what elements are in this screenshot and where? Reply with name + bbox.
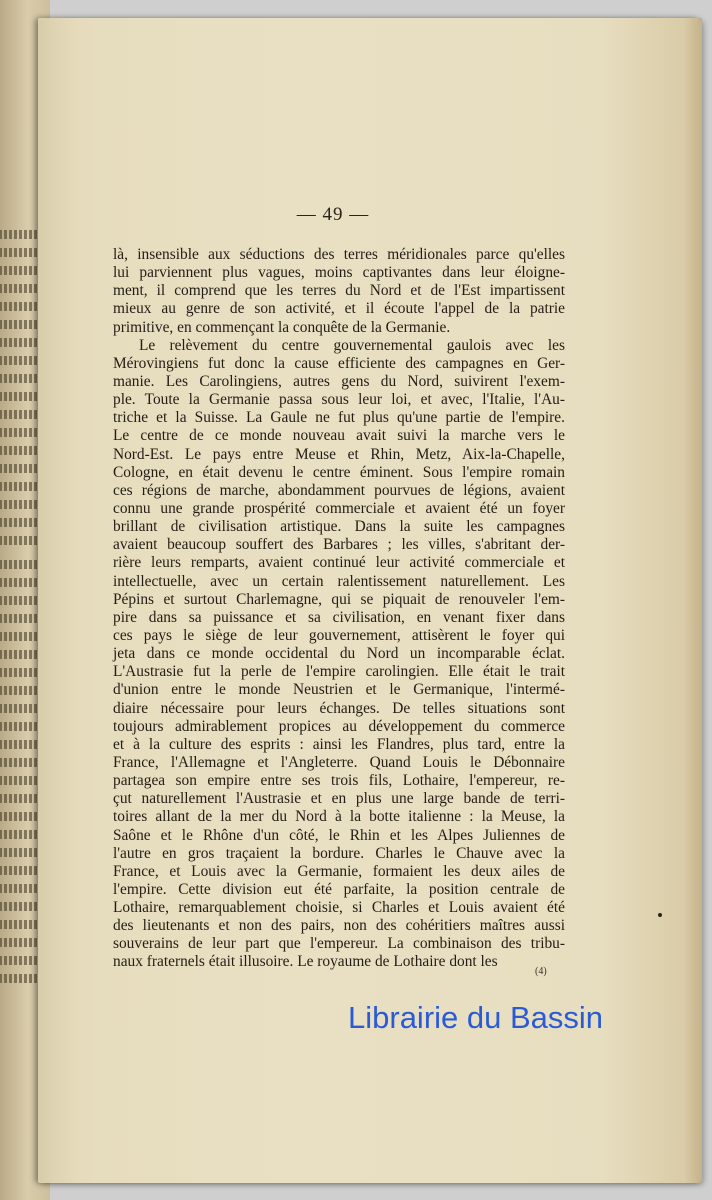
facing-page-text-fragment	[0, 428, 40, 437]
facing-page-text-fragment	[0, 536, 40, 545]
facing-page-text-fragment	[0, 266, 40, 275]
facing-page-text-fragment	[0, 302, 40, 311]
facing-page-text-fragment	[0, 356, 40, 365]
facing-page-text-fragment	[0, 632, 40, 641]
facing-page-text-fragment	[0, 866, 40, 875]
facing-page-text-fragment	[0, 578, 40, 587]
text-line: manie. Les Carolingiens, autres gens du Nord, suivirent l'exem-	[113, 372, 565, 390]
facing-page-text-fragment	[0, 518, 40, 527]
text-line: l'empire. Cette division eut été parfaite, la position centrale de	[113, 880, 565, 898]
text-line: toujours admirablement propices au développement du commerce	[113, 717, 565, 735]
watermark: Librairie du Bassin	[348, 1000, 604, 1035]
facing-page-text-fragment	[0, 374, 40, 383]
text-line: France, et Louis avec la Germanie, formaient les deux ailes de	[113, 862, 565, 880]
text-line: partagea son empire entre ses trois fils, Lothaire, l'empereur, re-	[113, 772, 565, 790]
text-line: Le centre de ce monde nouveau avait suivi la marche vers le	[113, 427, 565, 445]
text-line: Nord-Est. Le pays entre Meuse et Rhin, Metz, Aix-la-Chapelle,	[113, 445, 565, 463]
facing-page-text-fragment	[0, 596, 40, 605]
facing-page-text-fragment	[0, 668, 40, 677]
text-line: Pépins et surtout Charlemagne, qui se piquait de renouveler l'em-	[113, 590, 565, 608]
text-line: Le relèvement du centre gouvernemental gaulois avec les	[139, 336, 565, 354]
facing-page-text-fragment	[0, 320, 40, 329]
text-line: ces pays le siège de leur gouvernement, attisèrent le foyer qui	[113, 626, 565, 644]
text-line: rière leurs remparts, avaient continué leur activité commerciale et	[113, 554, 565, 572]
text-line: pire dans sa puissance et sa civilisation, en venant fixer dans	[113, 608, 565, 626]
facing-page-text-fragment	[0, 956, 40, 965]
facing-page-text-fragment	[0, 230, 40, 239]
facing-page-text-fragment	[0, 830, 40, 839]
text-line: ple. Toute la Germanie passa sous leur loi, et avec, l'Italie, l'Au-	[113, 391, 565, 409]
facing-page-text-fragment	[0, 920, 40, 929]
facing-page-text-fragment	[0, 776, 40, 785]
text-line: triche et la Suisse. La Gaule ne fut plus qu'une partie de l'empire.	[113, 409, 565, 427]
text-line: France, l'Allemagne et l'Angleterre. Quand Louis le Débonnaire	[113, 753, 565, 771]
facing-page-text-fragment	[0, 884, 40, 893]
facing-page-text-fragment	[0, 812, 40, 821]
text-line: l'autre en gros traçaient la bordure. Charles le Chauve avec la	[113, 844, 565, 862]
text-line: avaient beaucoup souffert des Barbares ; les villes, s'abritant der-	[113, 536, 565, 554]
facing-page-text-fragment	[0, 650, 40, 659]
facing-page-text-fragment	[0, 446, 40, 455]
text-line: Saône et le Rhône d'un côté, le Rhin et les Alpes Juliennes de	[113, 826, 565, 844]
text-line: d'union entre le monde Neustrien et le Germanique, l'intermé-	[113, 681, 565, 699]
text-line: Lothaire, remarquablement choisie, si Charles et Louis avaient été	[113, 899, 565, 917]
body-text	[113, 246, 565, 972]
facing-page-text-fragment	[0, 614, 40, 623]
facing-page-text-fragment	[0, 410, 40, 419]
facing-page-text-fragment	[0, 794, 40, 803]
text-line: là, insensible aux séductions des terres méridionales parce qu'elles	[113, 246, 565, 263]
facing-page-text-fragment	[0, 500, 40, 509]
facing-page-text-fragment	[0, 758, 40, 767]
facing-page-text-fragment	[0, 392, 40, 401]
text-line: mieux au genre de son activité, et il écoute l'appel de la patrie	[113, 300, 565, 318]
facing-page-text-fragment	[0, 482, 40, 491]
text-line: L'Austrasie fut la perle de l'empire carolingien. Elle était le trait	[113, 663, 565, 681]
text-line: Mérovingiens fut donc la cause efficiente des campagnes en Ger-	[113, 354, 565, 372]
text-line: ces régions de marche, abondamment pourvues de légions, avaient	[113, 481, 565, 499]
signature-mark: (4)	[535, 966, 547, 977]
text-line: et à la culture des esprits : ainsi les Flandres, plus tard, entre la	[113, 735, 565, 753]
facing-page-text-fragment	[0, 902, 40, 911]
text-line: brillant de civilisation artistique. Dans la suite les campagnes	[113, 518, 565, 536]
text-line: Cologne, en était devenu le centre éminent. Sous l'empire romain	[113, 463, 565, 481]
facing-page-text-fragment	[0, 740, 40, 749]
facing-page-text-fragment	[0, 284, 40, 293]
text-line: jeta dans ce monde occidental du Nord un incomparable éclat.	[113, 645, 565, 663]
facing-page-text-fragment	[0, 704, 40, 713]
text-line: çut naturellement l'Austrasie et en plus une large bande de terri-	[113, 790, 565, 808]
facing-page-text-fragment	[0, 722, 40, 731]
facing-page-text-fragment	[0, 938, 40, 947]
text-line: souverains de leur part que l'empereur. La combinaison des tribu-	[113, 935, 565, 953]
text-line: intellectuelle, avec un certain ralentissement naturellement. Les	[113, 572, 565, 590]
ink-spot	[658, 913, 662, 917]
text-line: toires allant de la mer du Nord à la botte italienne : la Meuse, la	[113, 808, 565, 826]
facing-page-text-fragment	[0, 464, 40, 473]
facing-page-text-fragment	[0, 686, 40, 695]
text-line: ment, il comprend que les terres du Nord et de l'Est impartissent	[113, 282, 565, 300]
page-number: — 49 —	[296, 204, 370, 225]
text-line: naux fraternels était illusoire. Le royaume de Lothaire dont les	[113, 953, 498, 971]
facing-page-text-fragment	[0, 848, 40, 857]
page-edge-shadow	[684, 18, 702, 1183]
text-line: lui parviennent plus vagues, moins captivantes dans leur éloigne-	[113, 264, 565, 282]
text-line: primitive, en commençant la conquête de la Germanie.	[113, 318, 451, 336]
facing-page-text-fragment	[0, 248, 40, 257]
facing-page-text-fragment	[0, 974, 40, 983]
facing-page-text-fragment	[0, 338, 40, 347]
text-line: diaire nécessaire pour leurs échanges. De telles situations sont	[113, 699, 565, 717]
facing-page-text-fragment	[0, 560, 40, 569]
text-line: des lieutenants et non des pairs, non des cohéritiers maîtres aussi	[113, 917, 565, 935]
text-line: connu une grande prospérité commerciale et avaient été un foyer	[113, 499, 565, 517]
